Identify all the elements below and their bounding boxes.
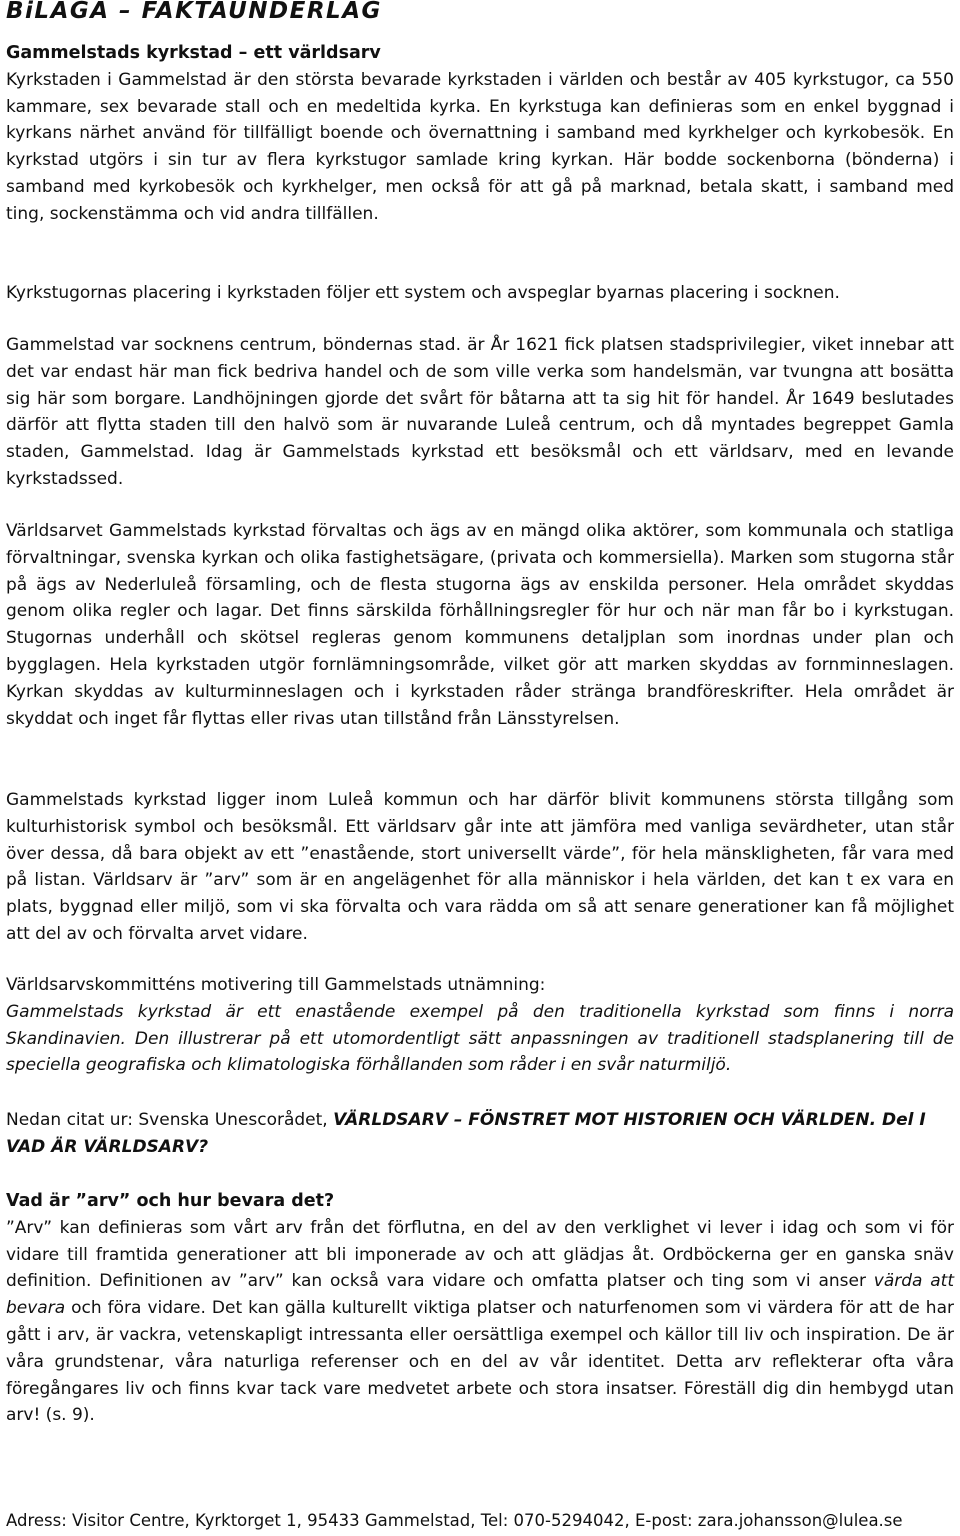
paragraph-significance [6, 787, 954, 948]
citation-text [6, 1107, 954, 1161]
section-body: Kyrkstaden i Gammelstad är den största bevarade kyrkstaden i världen och består av 405 kyrkstugor, ca 550 kammare, sex bevarade stall och en medeltida kyrka. En kyrkstuga kan definieras som en enkel byggnad i kyrkans närhet använd för tillfälligt boende och övernattning i samband med kyrkhelger och kyrkobesök. En kyrkstad utgörs i sin tur av flera kyrkstugor samlade kring kyrkan. Här bodde sockenborna (bönderna) i samband med kyrkobesök och kyrkhelger, men också för att gå på marknad, betala skatt, i samband med ting, sockenstämma och vid andra tillfällen. [6, 69, 954, 224]
footer-address: Adress: Visitor Centre, Kyrktorget 1, 95433 Gammelstad, Tel: 070-5294042, E-post: zara.johansson@lulea.se [6, 1511, 903, 1530]
section-heading: Vad är ”arv” och hur bevara det? [6, 1191, 335, 1211]
citation-prefix: Nedan citat ur: Svenska Unescorådet, [6, 1110, 334, 1130]
motivation-intro: Världsarvskommitténs motivering till Gammelstads utnämning: [6, 975, 546, 995]
body-part-2: och föra vidare. Det kan gälla kulturellt viktiga platser och naturfenomen som vi värdera för att de har gått i arv, är vackra, vetenskapligt intressanta eller oersättliga exempel och källor till liv och inspiration. De är våra grundstenar, våra naturliga referenser och en del av vår identitet. Detta arv reflekterar ofta våra föregångares liv och finns kvar tack vare medvetet arbete och stora insatser. Föreställ dig din hembygd utan arv! (s. 9). [6, 1298, 954, 1426]
document-title: BiLAGA – FAKTAUNDERLAG [6, 0, 382, 24]
paragraph-history [6, 332, 954, 493]
paragraph-placement [6, 280, 954, 307]
section-heading: Gammelstads kyrkstad – ett världsarv [6, 43, 381, 63]
body-emphasis: värda att bevara [6, 1271, 954, 1319]
paragraph-text: Kyrkstugornas placering i kyrkstaden följer ett system och avspeglar byarnas placering i socknen. [6, 283, 840, 303]
body-part-1: ”Arv” kan definieras som vårt arv från det förflutna, en del av den verklighet vi lever i idag och som vi för vidare till framtida generationer att bli imponerade av och att glädjas åt. Ordböckerna ger en ganska snäv definition. Definitionen av ”arv” kan också vara vidare och omfatta platser och ting som vi anser [6, 1217, 954, 1292]
citation-source: VÄRLDSARV – FÖNSTRET MOT HISTORIEN OCH VÄRLDEN. Del I VAD ÄR VÄRLDSARV? [6, 1110, 926, 1157]
motivation-quote: Gammelstads kyrkstad är ett enastående exempel på den traditionella kyrkstad som finns i norra Skandinavien. Den illustrerar på ett utomordentligt sätt anpassningen av traditionell stadsplanering till de speciella geografiska och klimatologiska förhållanden som råder i en svår naturmiljö. [6, 1001, 954, 1076]
section-heritage-definition [6, 1188, 954, 1429]
paragraph-management [6, 518, 954, 732]
citation-block [6, 1107, 954, 1161]
section-world-heritage [6, 40, 954, 228]
motivation-block [6, 972, 954, 1079]
paragraph-text: Världsarvet Gammelstads kyrkstad förvaltas och ägs av en mängd olika aktörer, som kommunala och statliga förvaltningar, svenska kyrkan och olika fastighetsägare, (privata och kommersiella). Marken som stugorna står på ägs av Nederluleå församling, och de flesta stugorna ägs av enskilda personer. Hela området skyddas genom olika regler och lagar. Det finns särskilda förhållningsregler för hur och när man får bo i kyrkstugan. Stugornas underhåll och skötsel regleras genom kommunens detaljplan som inordnas under plan och bygglagen. Hela kyrkstaden utgör fornlämningsområde, vilket gör att marken skyddas av fornminneslagen. Kyrkan skyddas av kulturminneslagen och i kyrkstaden råder stränga brandföreskrifter. Hela området är skyddat och inget får flyttas eller rivas utan tillstånd från Länsstyrelsen. [6, 521, 954, 729]
section-body [6, 1215, 954, 1429]
paragraph-text: Gammelstad var socknens centrum, böndernas stad. är År 1621 fick platsen stadsprivilegier, viket innebar att det var endast här man fick bedriva handel och de som ville verka som handelsmän, var tvungna att bosätta sig här som borgare. Landhöjningen gjorde det svårt för båtarna att ta sig hit för handel. År 1649 beslutades därför att flytta staden till den halvö som är nuvarande Luleå centrum, och då myntades begreppet Gamla staden, Gammelstad. Idag är Gammelstads kyrkstad ett besöksmål och ett världsarv, med en levande kyrkstadssed. [6, 335, 954, 489]
paragraph-text: Gammelstads kyrkstad ligger inom Luleå kommun och har därför blivit kommunens största tillgång som kulturhistorisk symbol och besöksmål. Ett världsarv går inte att jämföra med vanliga sevärdheter, utan står över dessa, då bara objekt av ett ”enastående, stort universellt värde”, för hela mänskligheten, får vara med på listan. Världsarv är ”arv” som är en angelägenhet för alla människor i hela världen, det kan t ex vara en plats, byggnad eller miljö, som vi ska förvalta och vara rädda om så att senare generationer kan få möjlighet att del av och förvalta arvet vidare. [6, 790, 954, 944]
